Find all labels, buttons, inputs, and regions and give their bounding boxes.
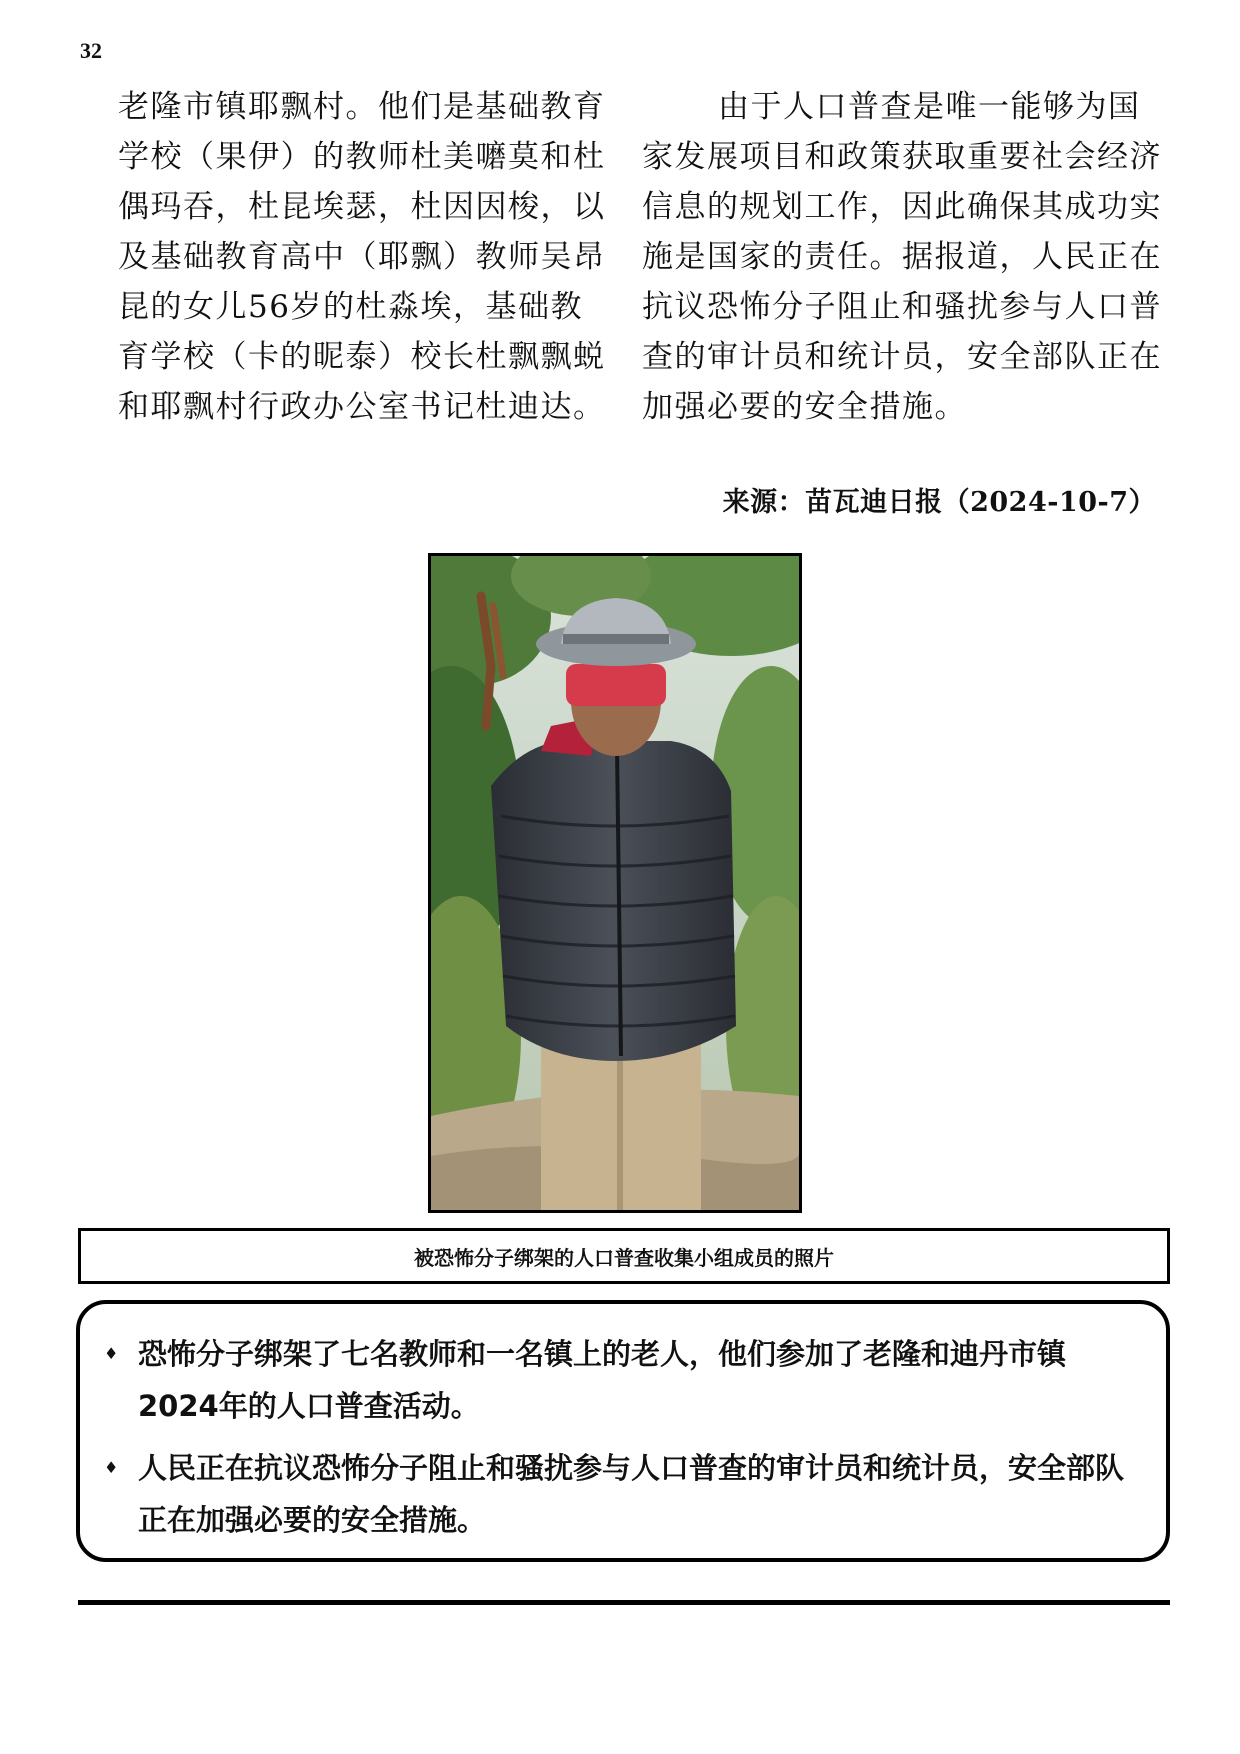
article-right-column (642, 82, 1166, 432)
photo-illustration (431, 556, 799, 1210)
summary-box (76, 1300, 1170, 1562)
diamond-bullet-icon: ♦ (104, 1458, 119, 1477)
summary-list (104, 1328, 1146, 1546)
summary-item-text: 恐怖分子绑架了七名教师和一名镇上的老人，他们参加了老隆和迪丹市镇2024年的人口普查活动。 (138, 1337, 1067, 1423)
photo-caption-text: 被恐怖分子绑架的人口普查收集小组成员的照片 (414, 1245, 834, 1270)
article-paragraph-left: 老隆市镇耶飘村。他们是基础教育学校（果伊）的教师杜美嚰莫和杜偶玛吞，杜昆埃瑟，杜因因梭，以及基础教育高中（耶飘）教师吴昂昆的女儿56岁的杜淼埃，基础教育学校（卡的昵泰）校长杜飘飘蜕和耶飘村行政办公室书记杜迪达。 (118, 89, 606, 425)
summary-item (104, 1328, 1146, 1432)
article-source: 来源：苗瓦迪日报（2024-10-7） (722, 487, 1156, 518)
article-left-column (118, 82, 610, 432)
diamond-bullet-icon: ♦ (104, 1344, 119, 1363)
summary-item-text: 人民正在抗议恐怖分子阻止和骚扰参与人口普查的审计员和统计员，安全部队正在加强必要的安全措施。 (138, 1451, 1125, 1537)
news-photo (428, 553, 802, 1213)
summary-item (104, 1442, 1146, 1546)
photo-caption (78, 1228, 1170, 1284)
footer-rule (78, 1600, 1170, 1605)
page-number: 32 (80, 38, 102, 63)
article-paragraph-right: 由于人口普查是唯一能够为国家发展项目和政策获取重要社会经济信息的规划工作，因此确保其成功实施是国家的责任。据报道，人民正在抗议恐怖分子阻止和骚扰参与人口普查的审计员和统计员，安全部队正在加强必要的安全措施。 (642, 89, 1162, 425)
